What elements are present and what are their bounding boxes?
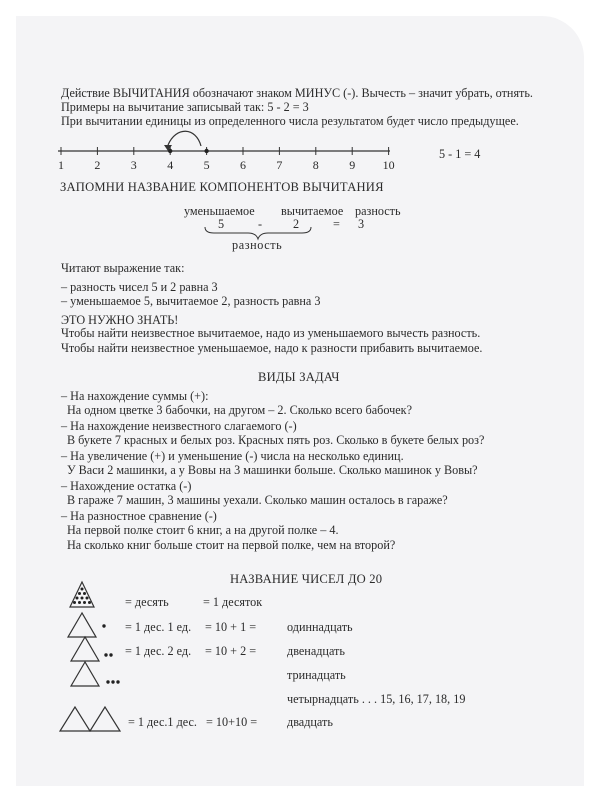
row3-name: двенадцать: [287, 644, 345, 658]
task-4-text: В гараже 7 машин, 3 машины уехали. Сколько машин осталось в гараже?: [67, 493, 448, 507]
rule-line-1: Чтобы найти неизвестное вычитаемое, надо из уменьшаемого вычесть разность.: [61, 326, 481, 340]
numbers-heading: НАЗВАНИЕ ЧИСЕЛ ДО 20: [230, 572, 383, 586]
tick-label-9: 9: [349, 158, 356, 172]
tick-label-8: 8: [312, 158, 319, 172]
task-types-heading: ВИДЫ ЗАДАЧ: [258, 370, 340, 384]
task-2-title: – На нахождение неизвестного слагаемого (-): [61, 419, 297, 433]
intro-line-1: Действие ВЫЧИТАНИЯ обозначают знаком МИНУС (-). Вычесть – значит убрать, отнять.: [61, 86, 533, 100]
row6-eq2: = 10+10 =: [206, 715, 258, 729]
subtrahend-value: 2: [293, 217, 300, 231]
task-5-text-2: На сколько книг больше стоит на первой полке, чем на второй?: [67, 538, 396, 552]
task-3-text: У Васи 2 машинки, а у Вовы на 3 машинки больше. Сколько машинок у Вовы?: [67, 463, 478, 477]
row3-eq: = 1 дес. 2 ед.: [125, 644, 192, 658]
task-1-text: На одном цветке 3 бабочки, на другом – 2. Сколько всего бабочек?: [67, 403, 412, 417]
task-4-title: – Нахождение остатка (-): [61, 479, 192, 493]
reading-item-2: – уменьшаемое 5, вычитаемое 2, разность равна 3: [61, 294, 321, 308]
tick-label-3: 3: [130, 158, 137, 172]
intro-line-3: При вычитании единицы из определенного числа результатом будет число предыдущее.: [61, 114, 519, 128]
ten-dots-triangle-icon: [70, 582, 94, 607]
tick-label-6: 6: [240, 158, 246, 172]
reading-intro: Читают выражение так:: [61, 261, 185, 275]
row5-name: четырнадцать . . . 15, 16, 17, 18, 19: [287, 692, 466, 706]
two-triangles-icon: [60, 707, 120, 731]
task-3-title: – На увеличение (+) и уменьшение (-) числа на несколько единиц.: [61, 449, 404, 463]
triangle-two-dots-icon: [71, 637, 113, 661]
rules-heading: ЭТО НУЖНО ЗНАТЬ!: [61, 313, 179, 327]
row6-eq: = 1 дес.1 дес.: [128, 715, 197, 729]
reading-item-1: – разность чисел 5 и 2 равна 3: [61, 280, 218, 294]
triangle-three-dots-icon: [71, 662, 120, 686]
row3-eq2: = 10 + 2 =: [205, 644, 257, 658]
row6-name: двадцать: [287, 715, 333, 729]
triangle-one-dot-icon: [68, 613, 106, 637]
rule-line-2: Чтобы найти неизвестное уменьшаемое, надо к разности прибавить вычитаемое.: [61, 341, 483, 355]
tick-label-2: 2: [94, 158, 101, 172]
task-5-title: – На разностное сравнение (-): [61, 509, 217, 523]
task-1-title: – На нахождение суммы (+):: [61, 389, 209, 403]
intro-line-2: Примеры на вычитание записывай так: 5 - 2 = 3: [61, 100, 309, 114]
brace-label: разность: [232, 238, 283, 252]
minuend-label: уменьшаемое: [184, 204, 255, 218]
row2-eq: = 1 дес. 1 ед.: [125, 620, 192, 634]
difference-value: 3: [358, 217, 365, 231]
minus-sign: -: [258, 217, 263, 231]
row1-eq: = десять: [125, 595, 169, 609]
difference-label: разность: [355, 204, 401, 218]
subtrahend-label: вычитаемое: [281, 204, 344, 218]
row1-eq2: = 1 десяток: [203, 595, 263, 609]
task-5-text-1: На первой полке стоит 6 книг, а на другой полке – 4.: [67, 523, 339, 537]
components-heading: ЗАПОМНИ НАЗВАНИЕ КОМПОНЕНТОВ ВЫЧИТАНИЯ: [60, 180, 384, 194]
tick-label-1: 1: [58, 158, 64, 172]
number-line-example: 5 - 1 = 4: [439, 147, 481, 161]
equals-sign: =: [333, 217, 340, 231]
task-2-text: В букете 7 красных и белых роз. Красных пять роз. Сколько в букете белых роз?: [67, 433, 485, 447]
tick-label-5: 5: [203, 158, 210, 172]
tick-label-10: 10: [382, 158, 395, 172]
row2-name: одиннадцать: [287, 620, 353, 634]
minuend-value: 5: [218, 217, 225, 231]
row4-name: тринадцать: [287, 668, 346, 682]
row2-eq2: = 10 + 1 =: [205, 620, 257, 634]
tick-label-7: 7: [276, 158, 283, 172]
tick-label-4: 4: [167, 158, 174, 172]
